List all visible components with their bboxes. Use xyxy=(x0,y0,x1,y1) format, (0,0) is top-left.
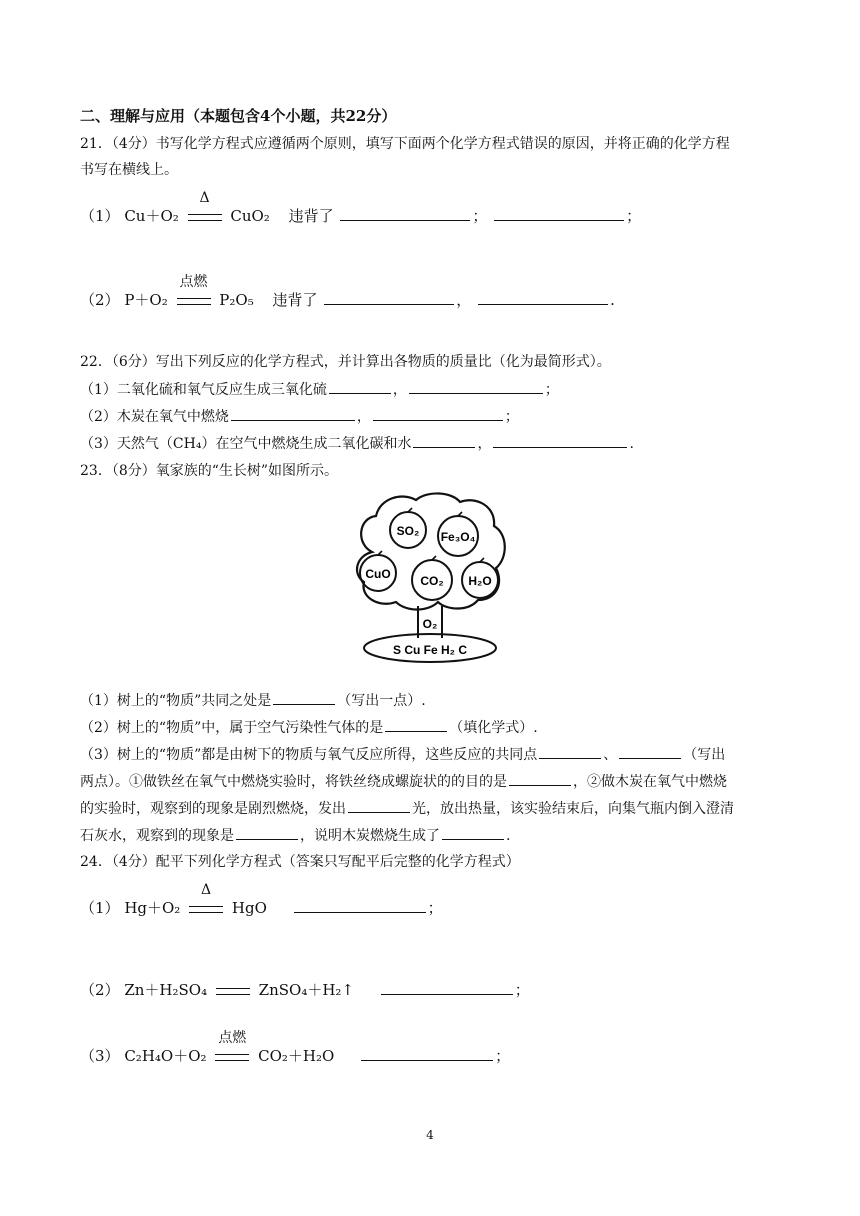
q24-stem: 24．（4分）配平下列化学方程式（答案只写配平后完整的化学方程式） xyxy=(80,854,520,870)
violates-label: 违背了 xyxy=(288,207,334,225)
answer-blank[interactable] xyxy=(478,290,608,305)
answer-blank[interactable] xyxy=(348,798,410,813)
question-text: （1）树上的“物质”共同之处是 xyxy=(80,693,272,709)
equation-left: C₂H₄O＋O₂ xyxy=(124,1047,207,1065)
end-mark: ； xyxy=(495,1047,511,1065)
item-number: （3） xyxy=(80,1047,120,1065)
answer-blank[interactable] xyxy=(509,771,571,786)
reaction-condition: Δ xyxy=(199,190,210,206)
question-text: 石灰水，观察到的现象是 xyxy=(80,828,234,844)
end-mark: ； xyxy=(626,207,642,225)
answer-blank[interactable] xyxy=(381,980,513,995)
equation-right: ZnSO₄＋H₂↑ xyxy=(258,981,354,999)
answer-blank[interactable] xyxy=(385,717,447,732)
answer-blank[interactable] xyxy=(231,406,355,421)
separator: 、 xyxy=(603,747,618,763)
end-mark: ； xyxy=(427,899,443,917)
answer-blank[interactable] xyxy=(329,379,391,394)
answer-blank[interactable] xyxy=(409,379,543,394)
separator: ， xyxy=(392,382,407,398)
separator: ， xyxy=(456,291,472,309)
answer-blank[interactable] xyxy=(619,744,681,759)
reaction-arrow xyxy=(213,1030,251,1064)
equation-right: CO₂＋H₂O xyxy=(258,1047,335,1065)
q24-item3 xyxy=(80,1030,511,1066)
reaction-arrow xyxy=(186,190,224,224)
item-text: （3）天然气（CH₄）在空气中燃烧生成二氧化碳和水 xyxy=(80,436,412,452)
roots-label: S Cu Fe H₂ C xyxy=(392,643,468,657)
reaction-condition: Δ xyxy=(201,882,212,898)
answer-blank[interactable] xyxy=(361,1046,493,1061)
q23-sub1 xyxy=(80,690,426,711)
q21-item1 xyxy=(80,190,642,226)
q23-sub3-line1 xyxy=(80,744,725,765)
end-mark: ； xyxy=(514,981,530,999)
q24-item2 xyxy=(80,980,530,1000)
item-number: （2） xyxy=(80,981,120,999)
answer-blank[interactable] xyxy=(373,406,503,421)
end-mark: ； xyxy=(504,409,519,425)
question-text: ，②做木炭在氧气中燃烧 xyxy=(573,774,727,790)
equation-right: HgO xyxy=(231,899,267,917)
q22-item2 xyxy=(80,406,519,427)
reaction-arrow xyxy=(175,274,213,308)
equation-left: P＋O₂ xyxy=(124,291,168,309)
q23-sub3-line3 xyxy=(80,798,734,819)
q21-item2 xyxy=(80,274,615,310)
question-text: 的实验时，观察到的现象是剧烈燃烧，发出 xyxy=(80,801,346,817)
fruit-label: CuO xyxy=(365,567,391,581)
fruit-label: SO₂ xyxy=(396,524,420,538)
equation-left: Cu＋O₂ xyxy=(124,207,179,225)
fruit-label: H₂O xyxy=(468,574,492,588)
q22-item1 xyxy=(80,379,559,400)
item-number: （1） xyxy=(80,899,120,917)
trunk-label: O₂ xyxy=(422,617,438,631)
q24-item1 xyxy=(80,882,443,918)
answer-blank[interactable] xyxy=(294,898,426,913)
reaction-condition: 点燃 xyxy=(179,274,208,290)
q21-stem-line1: 21．（4分）书写化学方程式应遵循两个原则，填写下面两个化学方程式错误的原因，并将正确的化学方程 xyxy=(80,136,730,152)
equation-left: Hg＋O₂ xyxy=(124,899,181,917)
answer-blank[interactable] xyxy=(494,206,624,221)
item-number: （2） xyxy=(80,291,120,309)
end-mark: . xyxy=(629,436,634,452)
question-text: （2）树上的“物质”中，属于空气污染性气体的是 xyxy=(80,720,384,736)
answer-blank[interactable] xyxy=(539,744,601,759)
item-text: （1）二氧化硫和氧气反应生成三氧化硫 xyxy=(80,382,327,398)
answer-blank[interactable] xyxy=(273,690,335,705)
answer-blank[interactable] xyxy=(236,825,298,840)
separator: ， xyxy=(356,409,371,425)
answer-blank[interactable] xyxy=(324,290,454,305)
violates-label: 违背了 xyxy=(272,291,318,309)
item-number: （1） xyxy=(80,207,120,225)
reaction-condition: 点燃 xyxy=(218,1030,247,1046)
end-mark: . xyxy=(610,291,615,309)
q23-stem: 23．（8分）氧家族的“生长树”如图所示。 xyxy=(80,463,339,479)
question-text: 光，放出热量，该实验结束后，向集气瓶内倒入澄清 xyxy=(412,801,734,817)
reaction-arrow xyxy=(187,882,225,916)
answer-blank[interactable] xyxy=(442,825,504,840)
answer-blank[interactable] xyxy=(340,206,470,221)
question-text: （填化学式）. xyxy=(449,720,538,736)
q23-sub3-line2 xyxy=(80,771,727,792)
q22-item3 xyxy=(80,433,634,454)
equation-right: P₂O₅ xyxy=(219,291,254,309)
answer-blank[interactable] xyxy=(413,433,475,448)
question-text: （3）树上的“物质”都是由树下的物质与氧气反应所得，这些反应的共同点 xyxy=(80,747,538,763)
q23-sub3-line4 xyxy=(80,825,510,846)
answer-blank[interactable] xyxy=(493,433,627,448)
question-text: 两点）。①做铁丝在氧气中燃烧实验时，将铁丝绕成螺旋状的的目的是 xyxy=(80,774,507,790)
question-text: （写出一点）. xyxy=(337,693,426,709)
q21-stem-line2: 书写在横线上。 xyxy=(80,162,178,178)
end-mark: . xyxy=(506,828,511,844)
item-text: （2）木炭在氧气中燃烧 xyxy=(80,409,229,425)
equation-right: CuO₂ xyxy=(230,207,270,225)
question-text: （写出 xyxy=(683,747,726,763)
question-text: ，说明木炭燃烧生成了 xyxy=(300,828,440,844)
q23-sub2 xyxy=(80,717,538,738)
end-mark: ； xyxy=(544,382,559,398)
fruit-label: CO₂ xyxy=(420,574,444,588)
separator: ， xyxy=(477,436,492,452)
reaction-arrow xyxy=(214,984,252,998)
q22-stem: 22．（6分）写出下列反应的化学方程式，并计算出各物质的质量比（化为最简形式）。 xyxy=(80,354,611,370)
fruit-label: Fe₃O₄ xyxy=(440,530,476,544)
growth-tree-diagram xyxy=(350,488,510,666)
section-title: 二、理解与应用（本题包含4个小题，共22分） xyxy=(80,107,397,125)
page-number: 4 xyxy=(426,1128,434,1142)
equation-left: Zn＋H₂SO₄ xyxy=(124,981,208,999)
separator: ； xyxy=(472,207,488,225)
